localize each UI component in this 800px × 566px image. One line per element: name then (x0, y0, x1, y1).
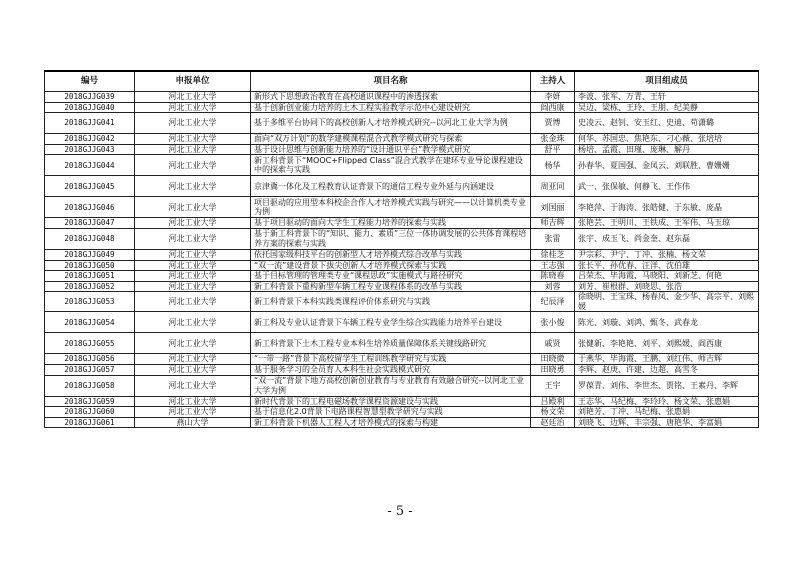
cell-project-name: “一带一路”背景下高校留学生工程训练教学研究与实践 (251, 354, 531, 365)
cell-project-name: 基于多维平台协同下的高校创新人才培养模式研究--以河北工业大学为例 (251, 113, 531, 134)
cell-members: 李辉、赵庚、许建、边超、高雪冬 (575, 364, 759, 375)
table-row (45, 144, 759, 155)
cell-host: 戚贤 (531, 333, 575, 354)
cell-members: 罗葆青、刘伟、李世杰、贾铭、王素丹、李辉 (575, 375, 759, 396)
cell-unit: 河北工业大学 (135, 407, 251, 418)
table-row (45, 155, 759, 176)
cell-project-name: 基于服务学习的全员育人本科生社会实践模式研究 (251, 364, 531, 375)
cell-host: 陈晓春 (531, 271, 575, 282)
cell-members: 何华、苏国忠、焦艳东、刁心薇、张培培 (575, 134, 759, 145)
cell-host: 贾博 (531, 113, 575, 134)
table-row (45, 407, 759, 418)
cell-unit: 河北工业大学 (135, 364, 251, 375)
cell-host: 舒平 (531, 144, 575, 155)
cell-project-name: 基于设计思维与创新能力培养的“设计通识平台”教学模式研究 (251, 144, 531, 155)
cell-code: 2018GJJG045 (45, 176, 135, 197)
cell-members: 杨培、孟霞、田瑾、庞琳、解丹 (575, 144, 759, 155)
cell-members: 徐晓明、王宝珠、杨春凤、金少华、高宗平、刘熙媛 (575, 292, 759, 312)
cell-members: 李艳萍、于海涛、张皓健、于东敏、庞晶 (575, 197, 759, 218)
cell-code: 2018GJJG054 (45, 312, 135, 333)
cell-code: 2018GJJG042 (45, 134, 135, 145)
table-row (45, 92, 759, 103)
cell-project-name: 基于创新创业能力培养的土木工程实验教学示范中心建设研究 (251, 102, 531, 113)
cell-project-name: 基于新工科背景下的“知识、能力、素质”三位一体协调发展的公共体育课程培养方案的探索与实践 (251, 228, 531, 249)
cell-code: 2018GJJG061 (45, 417, 135, 428)
cell-code: 2018GJJG040 (45, 102, 135, 113)
cell-host: 李妍 (531, 92, 575, 103)
cell-unit: 河北工业大学 (135, 260, 251, 271)
cell-project-name: 基于目标管理的管理类专业“课程思政”实施模式与路径研究 (251, 271, 531, 282)
cell-host: 师吉辉 (531, 218, 575, 229)
cell-unit: 河北工业大学 (135, 312, 251, 333)
cell-project-name: 新工科背景下土木工程专业本科生培养质量保障体系关键线路研究 (251, 333, 531, 354)
cell-unit: 河北工业大学 (135, 271, 251, 282)
table-row (45, 396, 759, 407)
cell-code: 2018GJJG041 (45, 113, 135, 134)
cell-code: 2018GJJG057 (45, 364, 135, 375)
cell-project-name: 项目驱动的应用型本科校企合作人才培养模式实践与研究——以计算机类专业为例 (251, 197, 531, 218)
cell-code: 2018GJJG060 (45, 407, 135, 418)
cell-unit: 河北工业大学 (135, 144, 251, 155)
cell-unit: 河北工业大学 (135, 281, 251, 292)
header-name: 项目名称 (251, 71, 531, 92)
cell-unit: 河北工业大学 (135, 396, 251, 407)
table-row (45, 312, 759, 333)
cell-unit: 河北工业大学 (135, 218, 251, 229)
table-row (45, 271, 759, 282)
cell-members: 张健新、李艳艳、刘平、刘熙媛、阎西康 (575, 333, 759, 354)
table-header-row (45, 71, 759, 92)
page-number: - 5 - (387, 504, 413, 519)
cell-host: 杨文荣 (531, 407, 575, 418)
cell-project-name: “双一流”建设背景下拔尖创新人才培养模式探索与实践 (251, 260, 531, 271)
cell-host: 杨华 (531, 155, 575, 176)
cell-members: 张长平、孙优春、汪洋、沈伯雄 (575, 260, 759, 271)
cell-code: 2018GJJG049 (45, 249, 135, 260)
cell-host: 吕殿利 (531, 396, 575, 407)
cell-members: 尹宗彩、尹宁、丁冲、张楠、杨文荣 (575, 249, 759, 260)
project-table-container (44, 70, 758, 428)
cell-project-name: 新工科背景下“MOOC+Flipped Class”混合式教学在建环专业导论课程建设中的探索与实践 (251, 155, 531, 176)
cell-members: 张艳芸、王明川、王铁成、王军伟、马玉琼 (575, 218, 759, 229)
cell-host: 刘国丽 (531, 197, 575, 218)
project-table (44, 70, 759, 428)
table-row (45, 417, 759, 428)
cell-members: 王志华、马纪梅、李玲玲、杨文荣、张惠娟 (575, 396, 759, 407)
header-unit: 申报单位 (135, 71, 251, 92)
cell-host: 王宇 (531, 375, 575, 396)
table-row (45, 354, 759, 365)
cell-code: 2018GJJG053 (45, 292, 135, 312)
cell-unit: 河北工业大学 (135, 155, 251, 176)
cell-project-name: 新工科及专业认证背景下车辆工程专业学生综合实践能力培养平台建设 (251, 312, 531, 333)
cell-host: 徐桂芝 (531, 249, 575, 260)
cell-code: 2018GJJG043 (45, 144, 135, 155)
cell-unit: 河北工业大学 (135, 176, 251, 197)
table-row (45, 260, 759, 271)
table-row (45, 292, 759, 312)
cell-host: 周亚同 (531, 176, 575, 197)
cell-code: 2018GJJG055 (45, 333, 135, 354)
cell-code: 2018GJJG046 (45, 197, 135, 218)
table-row (45, 281, 759, 292)
cell-unit: 河北工业大学 (135, 102, 251, 113)
cell-unit: 河北工业大学 (135, 354, 251, 365)
cell-code: 2018GJJG059 (45, 396, 135, 407)
table-row (45, 113, 759, 134)
cell-unit: 河北工业大学 (135, 292, 251, 312)
cell-unit: 河北工业大学 (135, 134, 251, 145)
cell-code: 2018GJJG051 (45, 271, 135, 282)
cell-unit: 河北工业大学 (135, 375, 251, 396)
cell-members: 张宇、成玉飞、尚金奎、赵东磊 (575, 228, 759, 249)
cell-project-name: 基于信息化2.0背景下电路课程智慧型教学研究与实践 (251, 407, 531, 418)
cell-members: 孙春华、夏国强、金凤云、刘联胜、曹姗姗 (575, 155, 759, 176)
cell-host: 刘蓉 (531, 281, 575, 292)
cell-host: 田晓微 (531, 354, 575, 365)
cell-host: 张金珠 (531, 134, 575, 145)
cell-project-name: “双一流”背景下地方高校创新创业教育与专业教育有效融合研究--以河北工业大学为例 (251, 375, 531, 396)
cell-project-name: 面向“双万计划”的数学建模课程混合式教学模式研究与探索 (251, 134, 531, 145)
header-members: 项目组成员 (575, 71, 759, 92)
table-row (45, 249, 759, 260)
cell-project-name: 新形式下思想政治教育在高校通识课程中的渗透探索 (251, 92, 531, 103)
table-body (45, 92, 759, 428)
cell-code: 2018GJJG052 (45, 281, 135, 292)
cell-unit: 河北工业大学 (135, 249, 251, 260)
cell-code: 2018GJJG058 (45, 375, 135, 396)
cell-members: 李波、张军、万青、王轩 (575, 92, 759, 103)
table-row (45, 218, 759, 229)
header-code: 编号 (45, 71, 135, 92)
table-row (45, 228, 759, 249)
table-row (45, 375, 759, 396)
cell-code: 2018GJJG050 (45, 260, 135, 271)
cell-project-name: 新工科背景下重构新型车辆工程专业课程体系的改革与实践 (251, 281, 531, 292)
cell-unit: 河北工业大学 (135, 333, 251, 354)
cell-project-name: 新工科背景下本科实践类课程评价体系研究与实践 (251, 292, 531, 312)
cell-members: 于燕华、毕海霞、王鹏、刘红伟、师吉辉 (575, 354, 759, 365)
header-host: 主持人 (531, 71, 575, 92)
cell-code: 2018GJJG044 (45, 155, 135, 176)
cell-members: 史凌云、赵钊、安玉红、史迪、苟潇璐 (575, 113, 759, 134)
cell-unit: 河北工业大学 (135, 92, 251, 103)
cell-unit: 河北工业大学 (135, 113, 251, 134)
table-row (45, 134, 759, 145)
cell-project-name: 京津冀一体化及工程教育认证背景下的通信工程专业外延与内涵建设 (251, 176, 531, 197)
cell-unit: 河北工业大学 (135, 228, 251, 249)
table-row (45, 102, 759, 113)
cell-host: 张雷 (531, 228, 575, 249)
table-row (45, 197, 759, 218)
cell-code: 2018GJJG047 (45, 218, 135, 229)
cell-host: 田晓勇 (531, 364, 575, 375)
cell-project-name: 新工科背景下机器人工程人才培养模式的探索与构建 (251, 417, 531, 428)
cell-members: 武一、张保敏、何静飞、王作伟 (575, 176, 759, 197)
cell-code: 2018GJJG056 (45, 354, 135, 365)
cell-project-name: 依托国家级科技平台的创新型人才培养模式综合改革与实践 (251, 249, 531, 260)
cell-unit: 河北工业大学 (135, 197, 251, 218)
cell-project-name: 新时代背景下的工程电磁场教学课程资源建设与实践 (251, 396, 531, 407)
cell-members: 吕荣杰、毕海霞、马晓阳、刘新芝、何艳 (575, 271, 759, 282)
cell-host: 纪辰泽 (531, 292, 575, 312)
cell-host: 赵廷治 (531, 417, 575, 428)
cell-unit: 燕山大学 (135, 417, 251, 428)
cell-members: 刘芳、崔根群、刘晓思、张浩 (575, 281, 759, 292)
cell-host: 阎西康 (531, 102, 575, 113)
cell-host: 张小俊 (531, 312, 575, 333)
table-row (45, 364, 759, 375)
cell-host: 王志强 (531, 260, 575, 271)
cell-members: 刘晓飞、边辉、丰宗强、唐艳华、李富娟 (575, 417, 759, 428)
cell-project-name: 基于项目驱动的面向大学生工程能力培养的探索与实践 (251, 218, 531, 229)
cell-members: 刘艳芳、丁冲、马纪梅、张惠娟 (575, 407, 759, 418)
cell-code: 2018GJJG039 (45, 92, 135, 103)
cell-members: 吴迈、梁栋、王玲、王朋、纪美静 (575, 102, 759, 113)
cell-code: 2018GJJG048 (45, 228, 135, 249)
table-row (45, 176, 759, 197)
table-row (45, 333, 759, 354)
cell-members: 陈光、刘璇、刘鸿、甄冬、武春龙 (575, 312, 759, 333)
